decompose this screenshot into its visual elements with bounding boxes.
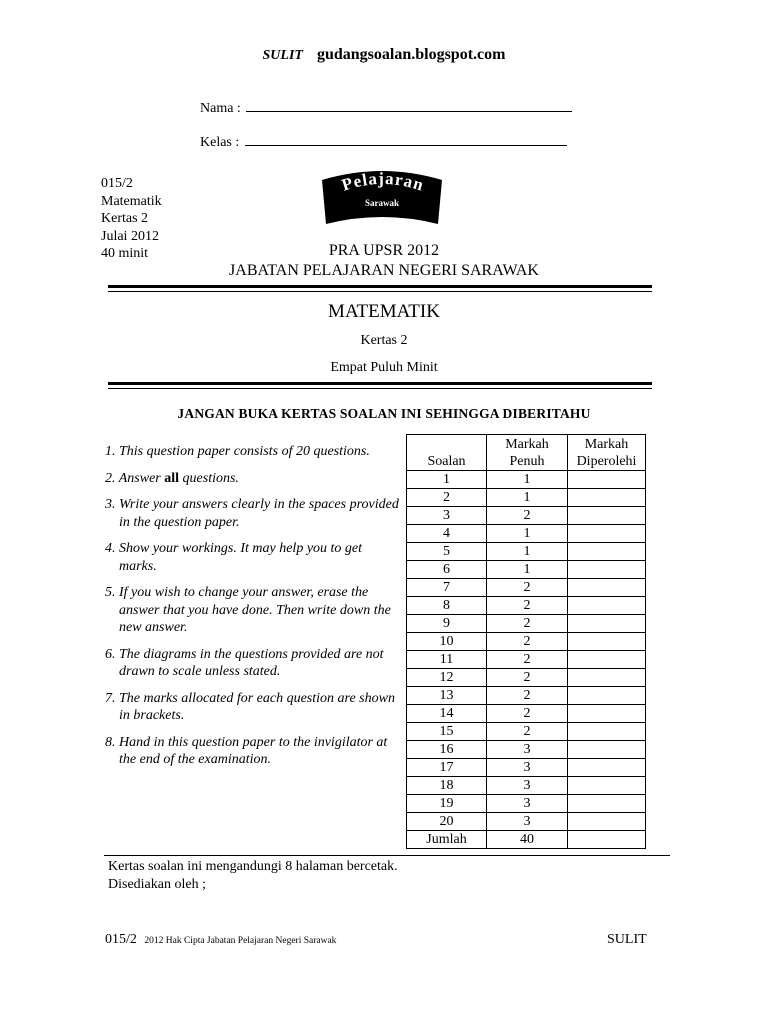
bottom-code: 015/2	[105, 932, 137, 947]
full-marks: 2	[487, 579, 568, 597]
table-row	[407, 687, 646, 705]
marks-table	[406, 434, 646, 849]
total-label: Jumlah	[407, 831, 487, 849]
instruction-item: 8. Hand in this question paper to the invigilator at the end of the examination.	[105, 734, 388, 767]
warning-notice: JANGAN BUKA KERTAS SOALAN INI SEHINGGA DIBERITAHU	[177, 406, 591, 421]
copyright-note: 2012 Hak Cipta Jabatan Pelajaran Negeri Sarawak	[144, 936, 337, 946]
full-marks: 2	[487, 723, 568, 741]
page-header	[0, 46, 768, 64]
paper-duration: 40 minit	[101, 246, 149, 261]
paper-date: Julai 2012	[101, 228, 159, 244]
question-number: 8	[407, 597, 487, 615]
table-row	[407, 759, 646, 777]
marks-obtained	[568, 687, 646, 705]
full-marks: 3	[487, 795, 568, 813]
question-number: 17	[407, 759, 487, 777]
marks-obtained	[568, 795, 646, 813]
full-marks: 1	[487, 543, 568, 561]
full-marks: 1	[487, 561, 568, 579]
instructions-list	[105, 443, 400, 769]
question-number: 10	[407, 633, 487, 651]
marks-obtained	[568, 471, 646, 489]
table-row	[407, 795, 646, 813]
pelajaran-sarawak-logo	[318, 166, 446, 228]
table-row	[407, 705, 646, 723]
table-row	[407, 525, 646, 543]
kelas-field	[200, 135, 567, 151]
question-number: 11	[407, 651, 487, 669]
question-number: 1	[407, 471, 487, 489]
table-row	[407, 723, 646, 741]
marks-obtained	[568, 597, 646, 615]
table-row	[407, 543, 646, 561]
exam-department: JABATAN PELAJARAN NEGERI SARAWAK	[229, 262, 539, 279]
question-number: 9	[407, 615, 487, 633]
question-number: 13	[407, 687, 487, 705]
question-number: 18	[407, 777, 487, 795]
marks-obtained	[568, 705, 646, 723]
question-number: 20	[407, 813, 487, 831]
table-row	[407, 651, 646, 669]
marks-obtained	[568, 723, 646, 741]
table-row	[407, 813, 646, 831]
header-markah-diperolehi: Markah Diperolehi	[568, 435, 646, 471]
full-marks: 2	[487, 633, 568, 651]
table-row	[407, 507, 646, 525]
kelas-label: Kelas :	[200, 135, 240, 150]
instruction-item: 7. The marks allocated for each question are shown in brackets.	[105, 690, 395, 723]
paper-number: Kertas 2	[101, 211, 149, 226]
question-number: 19	[407, 795, 487, 813]
marks-obtained	[568, 777, 646, 795]
instruction-item: 5. If you wish to change your answer, erase the answer that you have done. Then write down the new answer.	[105, 585, 391, 635]
table-row	[407, 615, 646, 633]
full-marks: 2	[487, 687, 568, 705]
marks-obtained	[568, 543, 646, 561]
bottom-left	[105, 932, 336, 948]
prepared-by: Disediakan oleh ;	[108, 876, 206, 892]
table-header-row	[407, 435, 646, 471]
full-marks: 3	[487, 813, 568, 831]
table-row	[407, 561, 646, 579]
question-number: 3	[407, 507, 487, 525]
instruction-item: 6. The diagrams in the questions provided are not drawn to scale unless stated.	[105, 646, 384, 679]
marks-obtained	[568, 507, 646, 525]
full-marks: 2	[487, 669, 568, 687]
question-number: 4	[407, 525, 487, 543]
divider-thick	[108, 285, 652, 288]
question-number: 7	[407, 579, 487, 597]
page-count-note: Kertas soalan ini mengandungi 8 halaman bercetak.	[108, 859, 398, 874]
marks-obtained	[568, 741, 646, 759]
full-marks: 2	[487, 615, 568, 633]
instruction-item: 3. Write your answers clearly in the spaces provided in the question paper.	[105, 497, 399, 530]
full-marks: 2	[487, 705, 568, 723]
total-obtained	[568, 831, 646, 849]
svg-text:Sarawak: Sarawak	[364, 198, 400, 208]
full-marks: 2	[487, 651, 568, 669]
marks-obtained	[568, 561, 646, 579]
table-row	[407, 741, 646, 759]
full-marks: 1	[487, 471, 568, 489]
full-marks: 1	[487, 489, 568, 507]
marks-obtained	[568, 669, 646, 687]
exam-name: PRA UPSR 2012	[328, 242, 440, 259]
footer-divider	[104, 855, 670, 856]
kelas-blank-line	[245, 135, 567, 146]
exam-subject: MATEMATIK	[328, 301, 440, 322]
table-row	[407, 489, 646, 507]
site-url: gudangsoalan.blogspot.com	[316, 46, 506, 63]
question-number: 5	[407, 543, 487, 561]
bottom-sulit: SULIT	[607, 932, 647, 947]
divider-thin	[108, 291, 652, 292]
question-number: 6	[407, 561, 487, 579]
exam-paper: Kertas 2	[360, 333, 408, 348]
footer-notes	[108, 858, 398, 893]
full-marks: 3	[487, 741, 568, 759]
table-total-row	[407, 831, 646, 849]
full-marks: 1	[487, 525, 568, 543]
marks-obtained	[568, 633, 646, 651]
full-marks: 3	[487, 759, 568, 777]
marks-obtained	[568, 651, 646, 669]
paper-code: 015/2	[101, 176, 133, 191]
instruction-item: 2. Answer all questions.	[105, 470, 239, 486]
sulit-label: SULIT	[262, 48, 303, 63]
marks-obtained	[568, 759, 646, 777]
instruction-item: 1. This question paper consists of 20 questions.	[105, 444, 370, 459]
table-row	[407, 597, 646, 615]
table-row	[407, 633, 646, 651]
marks-obtained	[568, 579, 646, 597]
divider-thin-2	[108, 388, 652, 389]
full-marks: 2	[487, 597, 568, 615]
svg-text:Pelajaran: Pelajaran	[339, 168, 427, 195]
question-number: 15	[407, 723, 487, 741]
instruction-item: 4. Show your workings. It may help you to get marks.	[105, 541, 363, 574]
header-markah-penuh: Markah Penuh	[487, 435, 568, 471]
nama-label: Nama :	[200, 101, 241, 116]
table-row	[407, 777, 646, 795]
question-number: 2	[407, 489, 487, 507]
question-number: 14	[407, 705, 487, 723]
full-marks: 3	[487, 777, 568, 795]
total-value: 40	[487, 831, 568, 849]
paper-subject: Matematik	[101, 193, 162, 209]
marks-obtained	[568, 615, 646, 633]
question-number: 12	[407, 669, 487, 687]
marks-obtained	[568, 813, 646, 831]
full-marks: 2	[487, 507, 568, 525]
table-row	[407, 579, 646, 597]
header-soalan: Soalan	[407, 435, 487, 471]
marks-obtained	[568, 489, 646, 507]
exam-duration: Empat Puluh Minit	[330, 360, 438, 375]
table-row	[407, 669, 646, 687]
question-number: 16	[407, 741, 487, 759]
table-row	[407, 471, 646, 489]
nama-blank-line	[246, 101, 572, 112]
divider-thick-2	[108, 382, 652, 385]
nama-field	[200, 101, 572, 117]
marks-obtained	[568, 525, 646, 543]
